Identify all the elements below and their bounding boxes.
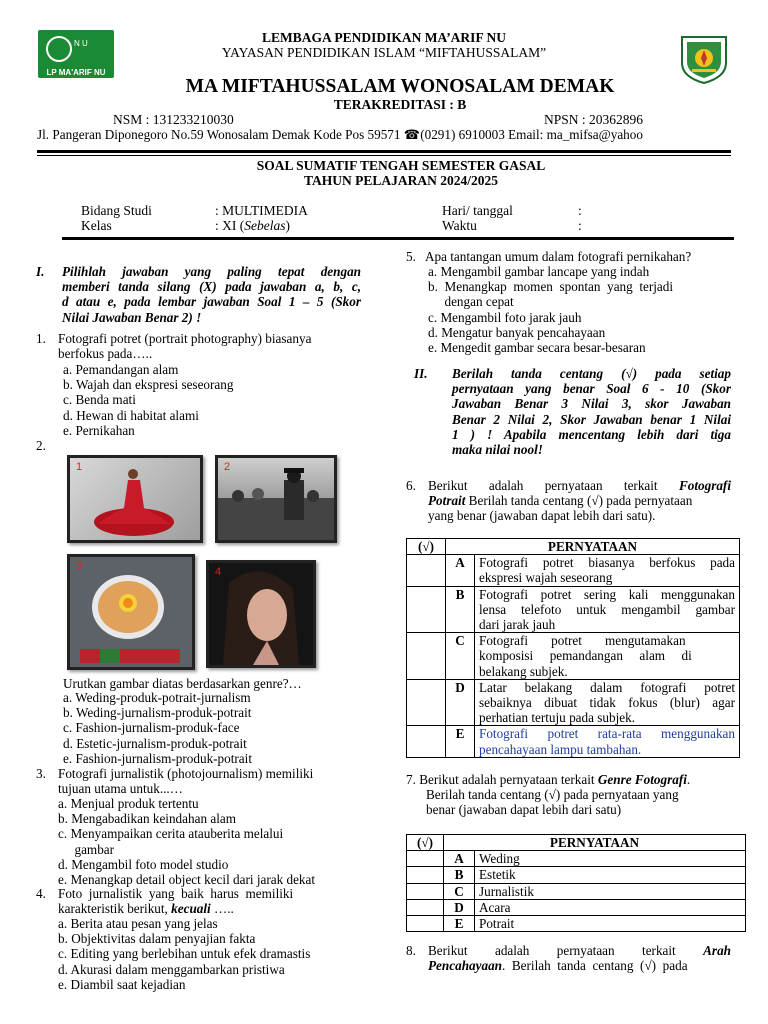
row-letter: B: [444, 867, 475, 883]
row-statement: Fotografi potret biasanya berfokus pada ekspresi wajah seseorang: [475, 555, 740, 586]
option[interactable]: d. Mengatur banyak pencahayaan: [428, 324, 606, 340]
photo-product: 3: [67, 554, 195, 670]
column-check: (√): [407, 835, 444, 851]
option-continuation: gambar: [58, 841, 115, 857]
npsn-number: NPSN : 20362896: [544, 112, 644, 127]
option[interactable]: b. Menangkap momen spontan yang terjadi: [428, 279, 674, 295]
row-statement: Acara: [475, 899, 746, 915]
question-2-prompt: Urutkan gambar diatas berdasarkan genre?…: [63, 676, 302, 691]
option[interactable]: c. Benda mati: [63, 392, 136, 408]
row-statement: Potrait: [475, 916, 746, 932]
time-value: :: [578, 218, 582, 233]
table-row: [407, 899, 746, 915]
day-value: :: [578, 203, 582, 218]
option-continuation: dengan cepat: [428, 294, 514, 310]
question-6-number: 6.: [406, 478, 416, 493]
table-row: [407, 867, 746, 883]
row-letter: C: [444, 883, 475, 899]
option[interactable]: d. Estetic-jurnalism-produk-potrait: [63, 735, 247, 751]
accreditation: TERAKREDITASI : B: [333, 97, 467, 112]
table-header-row: [407, 539, 740, 555]
check-cell[interactable]: [407, 899, 444, 915]
check-cell[interactable]: [407, 586, 446, 633]
time-label: Waktu: [442, 218, 477, 233]
meta-divider: [62, 237, 734, 240]
row-statement: Fotografi potret rata-rata menggunakan pencahayaan lampu tambahan.: [475, 726, 740, 757]
question-4-options: [58, 916, 310, 992]
table-row: [407, 851, 746, 867]
column-check: (√): [407, 539, 446, 555]
option[interactable]: e. Fashion-jurnalism-produk-potrait: [63, 750, 252, 766]
subject-value: : MULTIMEDIA: [215, 203, 308, 218]
table-row: [407, 555, 740, 586]
check-cell[interactable]: [407, 883, 444, 899]
header-foundation: YAYASAN PENDIDIKAN ISLAM “MIFTAHUSSALAM”: [221, 45, 547, 60]
class-label: Kelas: [81, 218, 112, 233]
section-2-number: II.: [414, 366, 428, 381]
option[interactable]: c. Mengambil foto jarak jauh: [428, 309, 582, 325]
subject-label: Bidang Studi: [81, 203, 152, 218]
row-letter: A: [446, 555, 475, 586]
column-statement: PERNYATAAN: [446, 539, 740, 555]
option[interactable]: a. Weding-produk-potrait-jurnalism: [63, 690, 251, 705]
table-row: [407, 726, 740, 757]
exam-title: SOAL SUMATIF TENGAH SEMESTER GASAL: [256, 158, 546, 173]
question-4-number: 4.: [36, 886, 46, 901]
check-cell[interactable]: [407, 679, 446, 726]
question-4-text: Foto jurnalistik yang baik harus memiliki karakteristik berikut, kecuali …..: [58, 886, 294, 917]
option[interactable]: d. Akurasi dalam menggambarkan pristiwa: [58, 961, 285, 977]
question-1-text: Fotografi potret (portrait photography) biasanya berfokus pada…..: [58, 331, 312, 362]
logo-label: LP MA'ARIF NU: [46, 68, 106, 77]
exam-year: TAHUN PELAJARAN 2024/2025: [303, 173, 498, 188]
option[interactable]: e. Diambil saat kejadian: [58, 976, 186, 992]
option[interactable]: a. Mengambil gambar lancape yang indah: [428, 264, 650, 279]
photo-portrait: 4: [206, 560, 316, 668]
row-statement: Fotografi potret sering kali menggunakan lensa telefoto untuk mengambil gambar dari jarak jauh: [475, 586, 740, 633]
school-name: MA MIFTAHUSSALAM WONOSALAM DEMAK: [185, 76, 615, 97]
photo-journalism: 2: [215, 455, 337, 543]
header-divider-thin: [37, 155, 731, 156]
question-8-text: Berikut adalah pernyataan terkait Arah Pencahayaan. Berilah tanda centang (√) pada: [428, 943, 731, 974]
day-label: Hari/ tanggal: [442, 203, 513, 218]
option[interactable]: b. Wajah dan ekspresi seseorang: [63, 377, 234, 393]
question-6-text: Berikut adalah pernyataan terkait Fotografi Potrait Berilah tanda centang (√) pada pernyataan yang benar (jawaban dapat lebih dari satu).: [428, 478, 731, 524]
check-cell[interactable]: [407, 726, 446, 757]
header-organization: LEMBAGA PENDIDIKAN MA’ARIF NU: [261, 30, 507, 45]
table-row: [407, 916, 746, 932]
logo-nu-text: N U: [74, 39, 88, 48]
row-letter: C: [446, 633, 475, 680]
row-letter: A: [444, 851, 475, 867]
row-statement: Weding: [475, 851, 746, 867]
question-5-text: Apa tantangan umum dalam fotografi pernikahan?: [425, 249, 692, 264]
option[interactable]: e. Menangkap detail object kecil dari jarak dekat: [58, 872, 316, 888]
option[interactable]: c. Menyampaikan cerita atauberita melalui: [58, 826, 284, 842]
row-letter: E: [446, 726, 475, 757]
row-letter: D: [446, 679, 475, 726]
check-cell[interactable]: [407, 633, 446, 680]
question-5-options: [428, 264, 673, 355]
question-1-number: 1.: [36, 331, 46, 346]
row-letter: D: [444, 899, 475, 915]
nsm-number: NSM : 131233210030: [113, 112, 234, 127]
check-cell[interactable]: [407, 867, 444, 883]
row-statement: Fotografi potret mengutamakan komposisi pemandangan alam di belakang subjek.: [475, 633, 740, 680]
section-2-instructions: Berilah tanda centang (√) pada setiap pernyataan yang benar Soal 6 - 10 (Skor Jawaban Benar 3 Nilai 3, skor Jawaban Benar 2 Nilai 2, Skor Jawaban benar 1 Nilai 1 ) ! Apabila mencentang lebih dari tiga maka nilai nool!: [452, 366, 731, 458]
question-7-text: 7. Berikut adalah pernyataan terkait Genre Fotografi. Berilah tanda centang (√) pada pernyataan yang benar (jawaban dapat lebih dari satu): [406, 772, 691, 818]
row-statement: Jurnalistik: [475, 883, 746, 899]
question-7-table: [406, 834, 746, 932]
row-statement: Estetik: [475, 867, 746, 883]
check-cell[interactable]: [407, 555, 446, 586]
photo-fashion: 1: [67, 455, 203, 543]
option[interactable]: d. Hewan di habitat alami: [63, 407, 199, 423]
row-letter: B: [446, 586, 475, 633]
table-row: [407, 679, 740, 726]
table-row: [407, 586, 740, 633]
section-1-number: I.: [36, 264, 45, 279]
option[interactable]: c. Editing yang berlebihan untuk efek dramastis: [58, 946, 311, 962]
option[interactable]: a. Berita atau pesan yang jelas: [58, 916, 218, 931]
question-6-table: [406, 538, 740, 758]
question-1-options: [63, 362, 233, 438]
option[interactable]: b. Weding-jurnalism-produk-potrait: [63, 705, 252, 721]
option[interactable]: c. Fashion-jurnalism-produk-face: [63, 720, 240, 736]
row-statement: Latar belakang dalam fotografi potret sebaiknya dibuat tidak fokus (blur) agar perhatian tertuju pada subjek.: [475, 679, 740, 726]
option[interactable]: b. Objektivitas dalam penyajian fakta: [58, 931, 256, 947]
table-header-row: [407, 835, 746, 851]
school-address: Jl. Pangeran Diponegoro No.59 Wonosalam Demak Kode Pos 59571 ☎(0291) 6910003 Email: ma_mifsa@yahoo: [37, 127, 643, 142]
option[interactable]: d. Mengambil foto model studio: [58, 856, 229, 872]
check-cell[interactable]: [407, 916, 444, 932]
question-2-number: 2.: [36, 438, 46, 453]
option[interactable]: e. Pernikahan: [63, 422, 135, 438]
question-3-text: Fotografi jurnalistik (photojournalism) memiliki tujuan utama untuk...…: [58, 766, 314, 797]
option[interactable]: a. Menjual produk tertentu: [58, 796, 199, 811]
check-cell[interactable]: [407, 851, 444, 867]
section-1-instructions: Pilihlah jawaban yang paling tepat dengan memberi tanda silang (X) pada jawaban a, b, c, d atau e, pada lembar jawaban Soal 1 – 5 (Skor Nilai Jawaban Benar 2) !: [62, 264, 361, 325]
question-3-number: 3.: [36, 766, 46, 781]
table-row: [407, 883, 746, 899]
option[interactable]: b. Mengabadikan keindahan alam: [58, 811, 236, 827]
class-value: : XI (Sebelas): [215, 218, 290, 233]
question-5-number: 5.: [406, 249, 416, 264]
option[interactable]: a. Pemandangan alam: [63, 362, 179, 377]
row-letter: E: [444, 916, 475, 932]
question-3-options: [58, 796, 315, 887]
option[interactable]: e. Mengedit gambar secara besar-besaran: [428, 340, 646, 356]
header-divider: [37, 150, 731, 153]
question-8-number: 8.: [406, 943, 416, 958]
column-statement: PERNYATAAN: [444, 835, 746, 851]
table-row: [407, 633, 740, 680]
question-2-options: [63, 690, 252, 766]
